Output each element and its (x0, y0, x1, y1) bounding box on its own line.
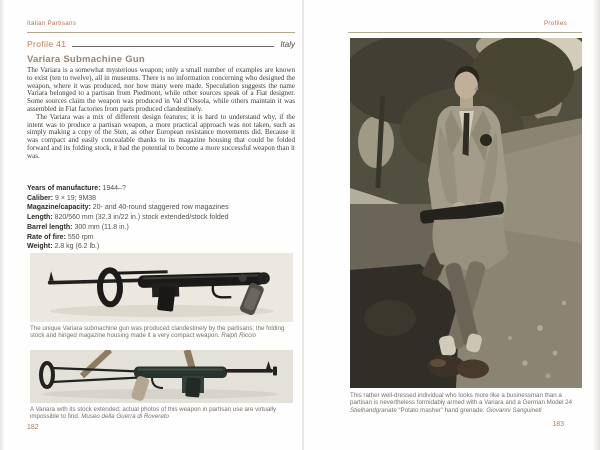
page-number-left: 182 (27, 424, 39, 431)
photo-caption-folded (30, 325, 293, 340)
variara-extended-stock-photo (30, 350, 293, 403)
page-edge-left (0, 0, 5, 450)
spec-value: 20- and 40-round staggered row magazines (92, 204, 229, 212)
caption-text: This rather well-dressed individual who looks more like a businessman than a partisan is nevertheless formidably armed with a Variara and a German Model 24 (350, 392, 573, 407)
spec-label: Rate of fire: (27, 233, 66, 241)
page-edge-right (592, 0, 600, 450)
caption-credit: Giovanni Sanguineti (486, 406, 542, 414)
caption-text: “Potato masher” hand grenade. (396, 406, 487, 414)
spec-row-length (27, 213, 295, 223)
spec-list (27, 184, 295, 252)
running-head-right: Profiles (543, 20, 567, 27)
spec-value: 2.8 kg (6.2 lb.) (54, 243, 100, 251)
variara-folded-stock-illustration (30, 253, 293, 322)
paragraph-1: The Variara is a somewhat mysterious weapon; only a small number of examples are known to exist (ten to twelve), all in museums. There is no information concerning who designed the weapon, where it was produced, nor how many were made. Speculation suggests the name Variara belonged to a partisan from Piedmont, while other sources speak of a Fiat designer. Some sources claim the weapon was produced in Val d’Ossola, while others maintain it was assembled in Fiat factories from parts produced clandestinely. (27, 66, 295, 113)
spec-row-caliber (27, 194, 295, 204)
page-number-right: 183 (552, 421, 564, 428)
spec-row-years (27, 184, 295, 194)
spec-label: Years of manufacture: (27, 185, 101, 192)
variara-folded-stock-photo (30, 253, 293, 322)
spec-row-weight (27, 242, 295, 252)
profile-header-bar (27, 39, 295, 49)
weapon-title: Variara Submachine Gun (27, 54, 145, 65)
spec-value: 1944–? (102, 185, 126, 192)
spec-label: Magazine/capacity: (27, 204, 91, 212)
partisan-portrait-photo (350, 38, 582, 388)
spec-label: Weight: (27, 243, 53, 251)
header-rule-right (348, 32, 582, 33)
spec-row-magazine (27, 203, 295, 213)
spec-value: 820/560 mm (32.3 in/22 in.) stock extended/stock folded (54, 214, 229, 222)
profile-number-label: Profile 41 (27, 39, 67, 49)
caption-text: The unique Variara submachine gun was produced clandestinely by the partisans; the folding stock and hinged magazine housing made it a very compact weapon. (30, 325, 285, 340)
variara-extended-stock-illustration (30, 350, 293, 403)
spec-value: 550 rpm (67, 233, 94, 241)
spec-label: Barrel length: (27, 223, 73, 231)
photo-caption-extended (30, 406, 293, 421)
spec-label: Length: (27, 214, 53, 222)
profile-divider-rule (72, 46, 274, 47)
country-label: Italy (280, 40, 295, 49)
header-rule-left (27, 32, 295, 33)
photo-caption-portrait (350, 392, 580, 414)
caption-credit: Ralph Riccio (221, 332, 256, 340)
spec-value: 9 × 19; 9M38 (55, 194, 97, 202)
spec-row-barrel (27, 223, 295, 233)
spec-label: Caliber: (27, 194, 54, 202)
paragraph-2: The Variara was a mix of different design features; it is hard to understand why, if the intent was to produce a partisan weapon, a more practical approach was not taken, such as simply making a copy of the Sten, as other European resistance movements did. Because it was compact and easily concealable thanks to its magazine housing that could be folded forward and its folding stock, it had the potential to become a more successful weapon than it was. (27, 112, 295, 160)
caption-credit: Museo della Guerra di Rovereto (81, 413, 169, 421)
sling-strap (82, 350, 110, 376)
body-text (27, 67, 295, 161)
caption-text: A Variara with its stock extended; actual photos of this weapon in partisan use are virtually impossible to find. (30, 406, 277, 421)
running-head-left: Italian Partisans (27, 20, 77, 27)
page-gutter (302, 0, 304, 450)
spec-row-rate (27, 233, 295, 243)
sling-strap (187, 350, 192, 368)
spec-value: 300 mm (11.8 in.) (74, 223, 129, 231)
partisan-portrait-illustration (350, 38, 582, 388)
caption-italic-term: Stielhandgranate (350, 406, 397, 414)
